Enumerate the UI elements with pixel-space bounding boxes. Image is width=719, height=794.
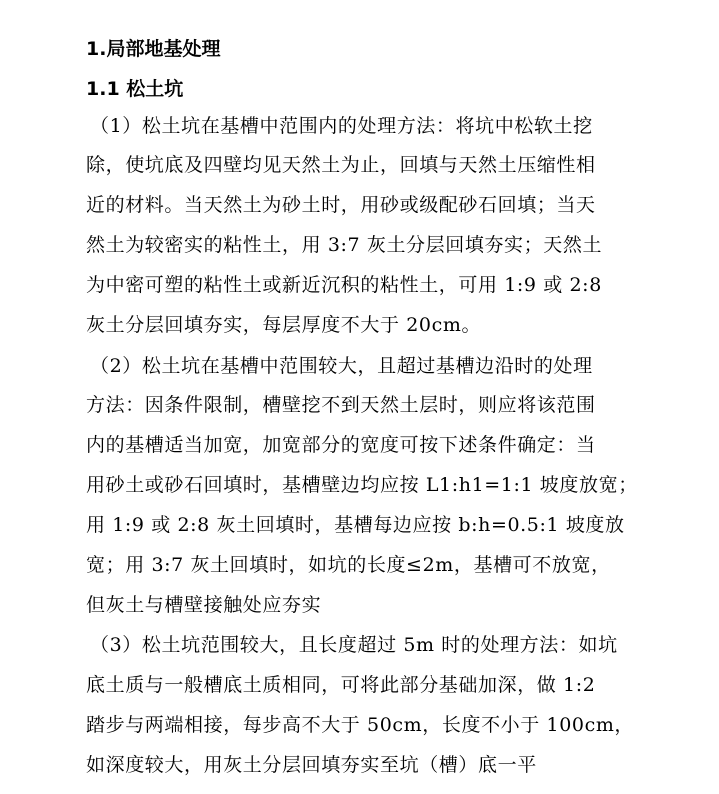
subsection-heading: 1.1 松土坑 <box>86 78 184 100</box>
paragraph-line: 用砂土或砂石回填时，基槽壁边均应按 L1:h1=1:1 坡度放宽； <box>86 474 638 496</box>
paragraph-line: 底土质与一般槽底土质相同，可将此部分基础加深，做 1:2 <box>86 674 596 696</box>
paragraph-line: （1）松土坑在基槽中范围内的处理方法：将坑中松软土挖 <box>90 115 593 137</box>
paragraph-line: 但灰土与槽壁接触处应夯实 <box>86 594 322 616</box>
paragraph-line: 内的基槽适当加宽，加宽部分的宽度可按下述条件确定：当 <box>86 434 596 456</box>
paragraph-line: 然土为较密实的粘性土，用 3:7 灰土分层回填夯实；天然土 <box>86 234 603 256</box>
paragraph-line: 宽；用 3:7 灰土回填时，如坑的长度≤2m，基槽可不放宽， <box>86 554 611 576</box>
paragraph-line: 为中密可塑的粘性土或新近沉积的粘性土，可用 1:9 或 2:8 <box>86 274 602 296</box>
paragraph-line: 如深度较大，用灰土分层回填夯实至坑（槽）底一平 <box>86 754 537 776</box>
section-heading: 1.局部地基处理 <box>86 38 221 60</box>
paragraph-line: 踏步与两端相接，每步高不大于 50cm，长度不小于 100cm， <box>86 714 635 736</box>
paragraph-line: （2）松土坑在基槽中范围较大，且超过基槽边沿时的处理 <box>90 355 593 377</box>
paragraph-line: 方法：因条件限制，槽壁挖不到天然土层时，则应将该范围 <box>86 394 596 416</box>
paragraph-line: （3）松土坑范围较大，且长度超过 5m 时的处理方法：如坑 <box>90 634 618 656</box>
paragraph-line: 灰土分层回填夯实，每层厚度不大于 20cm。 <box>86 314 482 336</box>
paragraph-line: 用 1:9 或 2:8 灰土回填时，基槽每边应按 b:h=0.5:1 坡度放 <box>86 514 625 536</box>
paragraph-line: 除，使坑底及四壁均见天然土为止，回填与天然土压缩性相 <box>86 154 596 176</box>
paragraph-line: 近的材料。当天然土为砂土时，用砂或级配砂石回填；当天 <box>86 194 596 216</box>
